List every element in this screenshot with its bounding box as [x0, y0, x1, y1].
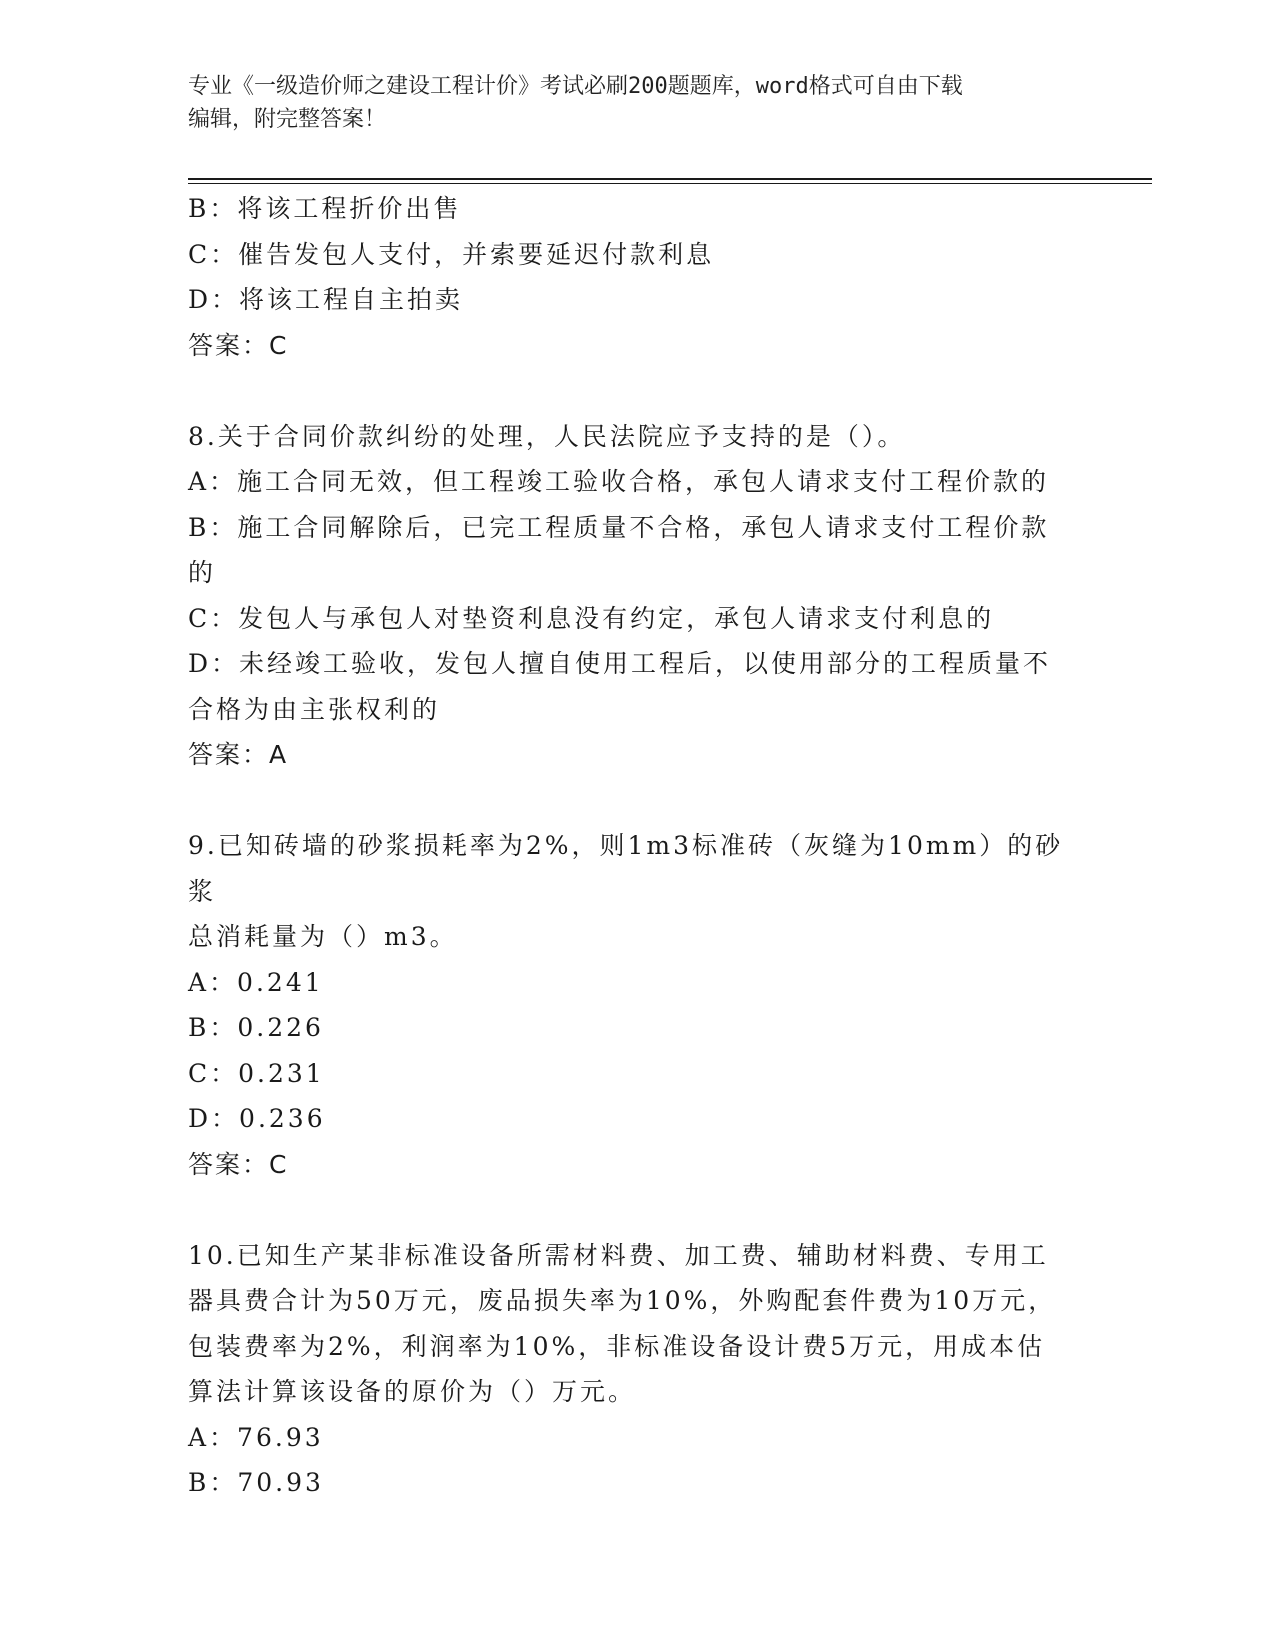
q8-option-b-line-1: B：施工合同解除后，已完工程质量不合格，承包人请求支付工程价款 [188, 512, 1050, 542]
q9-option-d: D：0.236 [188, 1104, 326, 1133]
header-title-line-2: 编辑，附完整答案！ [188, 107, 387, 132]
header-divider-thick [188, 178, 1152, 180]
q9-question-line-2: 总消耗量为（）m3。 [188, 922, 458, 951]
question-9-block [188, 823, 1068, 1187]
header-title-line-1: 专业《一级造价师之建设工程计价》考试必刷200题题库，word格式可自由下载 [188, 74, 963, 99]
q10-question-line-4: 算法计算该设备的原价为（）万元。 [188, 1377, 637, 1406]
q7-option-b: B：将该工程折价出售 [188, 194, 462, 223]
q8-answer: 答案：A [188, 740, 289, 769]
q9-option-b: B：0.226 [188, 1013, 324, 1042]
question-7-block [188, 186, 1068, 368]
q7-option-c: C：催告发包人支付，并索要延迟付款利息 [188, 239, 715, 269]
q10-question-line-3: 包装费率为2%，利润率为10%，非标准设备设计费5万元，用成本估 [188, 1331, 1046, 1361]
q9-answer: 答案：C [188, 1149, 289, 1179]
q8-option-d-line-2: 合格为由主张权利的 [188, 694, 441, 724]
q8-question: 8.关于合同价款纠纷的处理，人民法院应予支持的是（）。 [188, 421, 906, 451]
q8-option-b-line-2: 的 [188, 558, 217, 587]
q7-option-d: D：将该工程自主拍卖 [188, 285, 464, 314]
page-header [188, 70, 1068, 136]
q10-option-a: A：76.93 [188, 1422, 324, 1452]
question-8-block [188, 414, 1068, 778]
q9-question-line-1: 9.已知砖墙的砂浆损耗率为2%，则1m3标准砖（灰缝为10mm）的砂浆 [188, 831, 1064, 906]
q10-question-line-1: 10.已知生产某非标准设备所需材料费、加工费、辅助材料费、专用工 [188, 1240, 1049, 1270]
q8-option-d-line-1: D：未经竣工验收，发包人擅自使用工程后，以使用部分的工程质量不 [188, 649, 1052, 678]
q7-answer: 答案：C [188, 330, 289, 360]
q10-question-line-2: 器具费合计为50万元，废品损失率为10%，外购配套件费为10万元， [188, 1286, 1057, 1315]
question-10-block [188, 1233, 1068, 1506]
q8-option-c: C：发包人与承包人对垫资利息没有约定，承包人请求支付利息的 [188, 603, 995, 633]
question-content [188, 186, 1068, 1506]
spacer [188, 368, 1068, 414]
spacer [188, 778, 1068, 824]
spacer [188, 1187, 1068, 1233]
q8-option-a: A：施工合同无效，但工程竣工验收合格，承包人请求支付工程价款的 [188, 467, 1050, 496]
q9-option-c: C：0.231 [188, 1058, 325, 1088]
header-divider-thin [188, 183, 1152, 184]
q10-option-b: B：70.93 [188, 1468, 324, 1497]
q9-option-a: A：0.241 [188, 967, 324, 997]
